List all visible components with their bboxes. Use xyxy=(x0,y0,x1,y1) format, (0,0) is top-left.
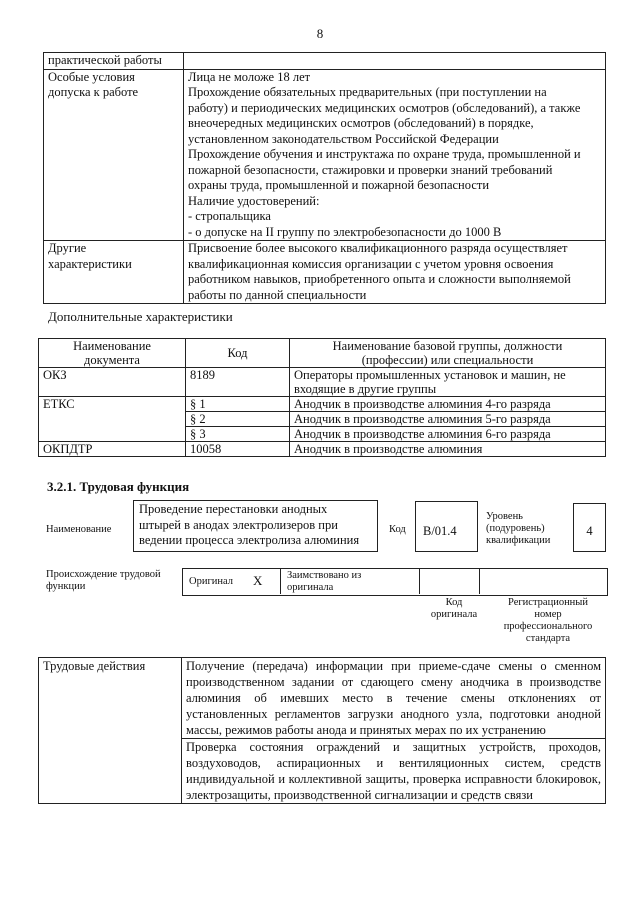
origin-row xyxy=(182,568,608,596)
qualification-level-box: 4 xyxy=(573,503,606,552)
origin-divider-1 xyxy=(280,568,281,594)
original-label: Оригинал xyxy=(189,576,233,587)
other-characteristics-text: Присвоение более высокого квалификационного разряда осуществляет квалификационная комиссия организации с учетом уровня освоения работником навыков, приобретенного опыта и сложности выполняемой работы по данной специальности xyxy=(184,241,606,304)
labor-function-title: 3.2.1. Трудовая функция xyxy=(47,479,190,494)
code-etks-1: § 1 xyxy=(186,397,290,412)
section-heading-additional: Дополнительные характеристики xyxy=(48,309,233,324)
name-okz: Операторы промышленных установок и машин, не входящие в другие группы xyxy=(290,368,606,397)
code-okz: 8189 xyxy=(186,368,290,397)
table-header-row xyxy=(39,339,606,368)
table-row xyxy=(39,658,606,739)
doc-etks: ЕТКС xyxy=(39,397,186,442)
qualification-level-label: Уровень (подуровень) квалификации xyxy=(486,511,551,546)
origin-divider-2 xyxy=(419,568,420,594)
header-document: Наименование документа xyxy=(39,339,186,368)
function-code-box: В/01.4 xyxy=(415,501,478,552)
table-row xyxy=(44,241,606,304)
table-row xyxy=(39,397,606,412)
row-value-empty xyxy=(184,53,606,70)
code-etks-3: § 3 xyxy=(186,427,290,442)
doc-okpdtr: ОКПДТР xyxy=(39,442,186,457)
name-etks-2: Анодчик в производстве алюминия 5-го разряда xyxy=(290,412,606,427)
admission-conditions-table xyxy=(43,52,606,304)
table-row xyxy=(39,442,606,457)
labor-action-item: Проверка состояния ограждений и защитных устройств, проходов, воздуховодов, аспирационных и вентиляционных систем, средств индивидуальной и коллективной защиты, проверка исправности блокировок, электрозащиты, производственной сигнализации и средств связи xyxy=(182,739,606,804)
row-label-other-characteristics: Другие характеристики xyxy=(44,241,184,304)
additional-characteristics-table xyxy=(38,338,606,457)
table-row xyxy=(44,53,606,70)
name-okpdtr: Анодчик в производстве алюминия xyxy=(290,442,606,457)
row-label-practical-work: практической работы xyxy=(44,53,184,70)
code-original-label: Код оригинала xyxy=(430,597,478,620)
code-okpdtr: 10058 xyxy=(186,442,290,457)
table-row xyxy=(39,368,606,397)
special-conditions-text: Лица не моложе 18 лет Прохождение обязательных предварительных (при поступлении на работу) и периодических медицинских осмотров (обследований), а также внеочередных медицинских осмотров (обследований) в порядке, установленном законодательством Российской Федерации Прохождение обучения и инструктажа по охране труда, промышленной и пожарной безопасности, стажировки и проверки знаний требований охраны труда, промышленной и пожарной безопасности Наличие удостоверений: - стропальщика - о допуске на II группу по электробезопасности до 1000 В xyxy=(184,69,606,241)
function-name-box: Проведение перестановки анодных штырей в анодах электролизеров при ведении процесса электролиза алюминия xyxy=(133,500,378,552)
name-label: Наименование xyxy=(46,524,112,535)
row-label-special-conditions: Особые условия допуска к работе xyxy=(44,69,184,241)
name-etks-3: Анодчик в производстве алюминия 6-го разряда xyxy=(290,427,606,442)
code-label: Код xyxy=(389,524,406,535)
original-mark: X xyxy=(253,573,263,588)
origin-label: Происхождение трудовой функции xyxy=(46,569,161,592)
registration-number-label: Регистрационный номер профессионального стандарта xyxy=(503,597,593,644)
header-group-name: Наименование базовой группы, должности (профессии) или специальности xyxy=(290,339,606,368)
labor-actions-table xyxy=(38,657,606,804)
name-etks-1: Анодчик в производстве алюминия 4-го разряда xyxy=(290,397,606,412)
labor-action-item: Получение (передача) информации при приеме-сдаче смены о сменном производственном задании от сдающего смену анодчика в производстве алюминия об имевших место в течение смены отклонениях от установленных регламентов загрузки анодного узла, подготовки анодной массы, режимов работы анода и принятых мерах по их устранению xyxy=(182,658,606,739)
doc-okz: ОКЗ xyxy=(39,368,186,397)
code-etks-2: § 2 xyxy=(186,412,290,427)
labor-actions-label: Трудовые действия xyxy=(39,658,182,804)
origin-divider-3 xyxy=(479,568,480,594)
borrowed-label: Заимствовано из оригинала xyxy=(287,570,362,593)
table-row xyxy=(44,69,606,241)
page-number: 8 xyxy=(316,26,324,41)
header-code: Код xyxy=(186,339,290,368)
